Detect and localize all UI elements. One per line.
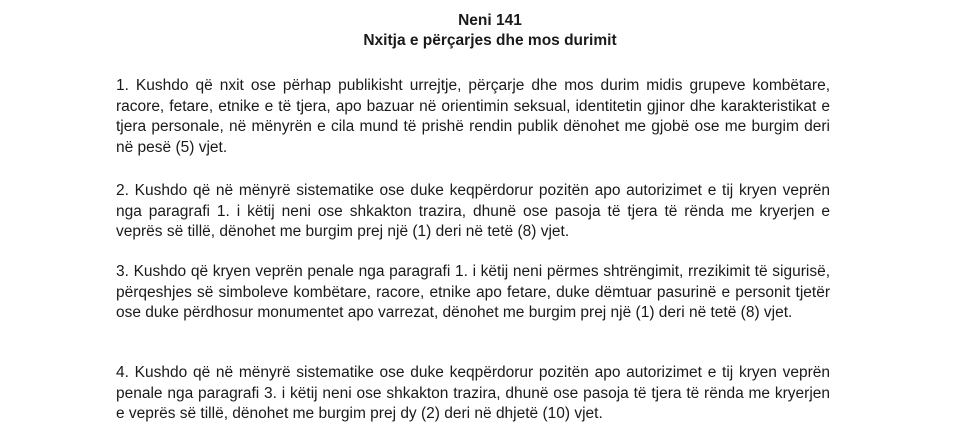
paragraph-4: 4. Kushdo që në mënyrë sistematike ose duke keqpërdorur pozitën apo autorizimet e tij kryen veprën penale nga paragrafi 3. i këtij neni ose shkakton trazira, dhunë ose pasoja të tjera të rënda me kryerjen e veprës së tillë, dënohet me burgim prej dy (2) deri në dhjetë (10) vjet. <box>116 364 830 422</box>
paragraph-3: 3. Kushdo që kryen veprën penale nga paragrafi 1. i këtij neni përmes shtrëngimit, rrezikimit të sigurisë, përqeshjes së simboleve kombëtare, racore, etnike apo fetare, duke dëmtuar pasurinë e personit tjetër ose duke përdhosur monumentet apo varrezat, dënohet me burgim prej një (1) deri në tetë (8) vjet. <box>116 263 830 321</box>
paragraph-1: 1. Kushdo që nxit ose përhap publikisht urrejtje, përçarje dhe mos durim midis grupeve kombëtare, racore, fetare, etnike e të tjera, apo bazuar në orientimin seksual, identitetin gjinor dhe karakteristikat e tjera personale, në mënyrën e cila mund të prishë rendin publik dënohet me gjobë ose me burgim deri në pesë (5) vjet. <box>116 77 830 156</box>
paragraph-2: 2. Kushdo që në mënyrë sistematike ose duke keqpërdorur pozitën apo autorizimet e tij kryen veprën nga paragrafi 1. i këtij neni ose shkakton trazira, dhunë ose pasoja të tjera të rënda me kryerjen e veprës së tillë, dënohet me burgim prej një (1) deri në tetë (8) vjet. <box>116 182 830 240</box>
article-heading <box>0 0 980 51</box>
article-title: Nxitja e përçarjes dhe mos durimit <box>363 32 617 49</box>
article-number: Neni 141 <box>458 12 522 29</box>
